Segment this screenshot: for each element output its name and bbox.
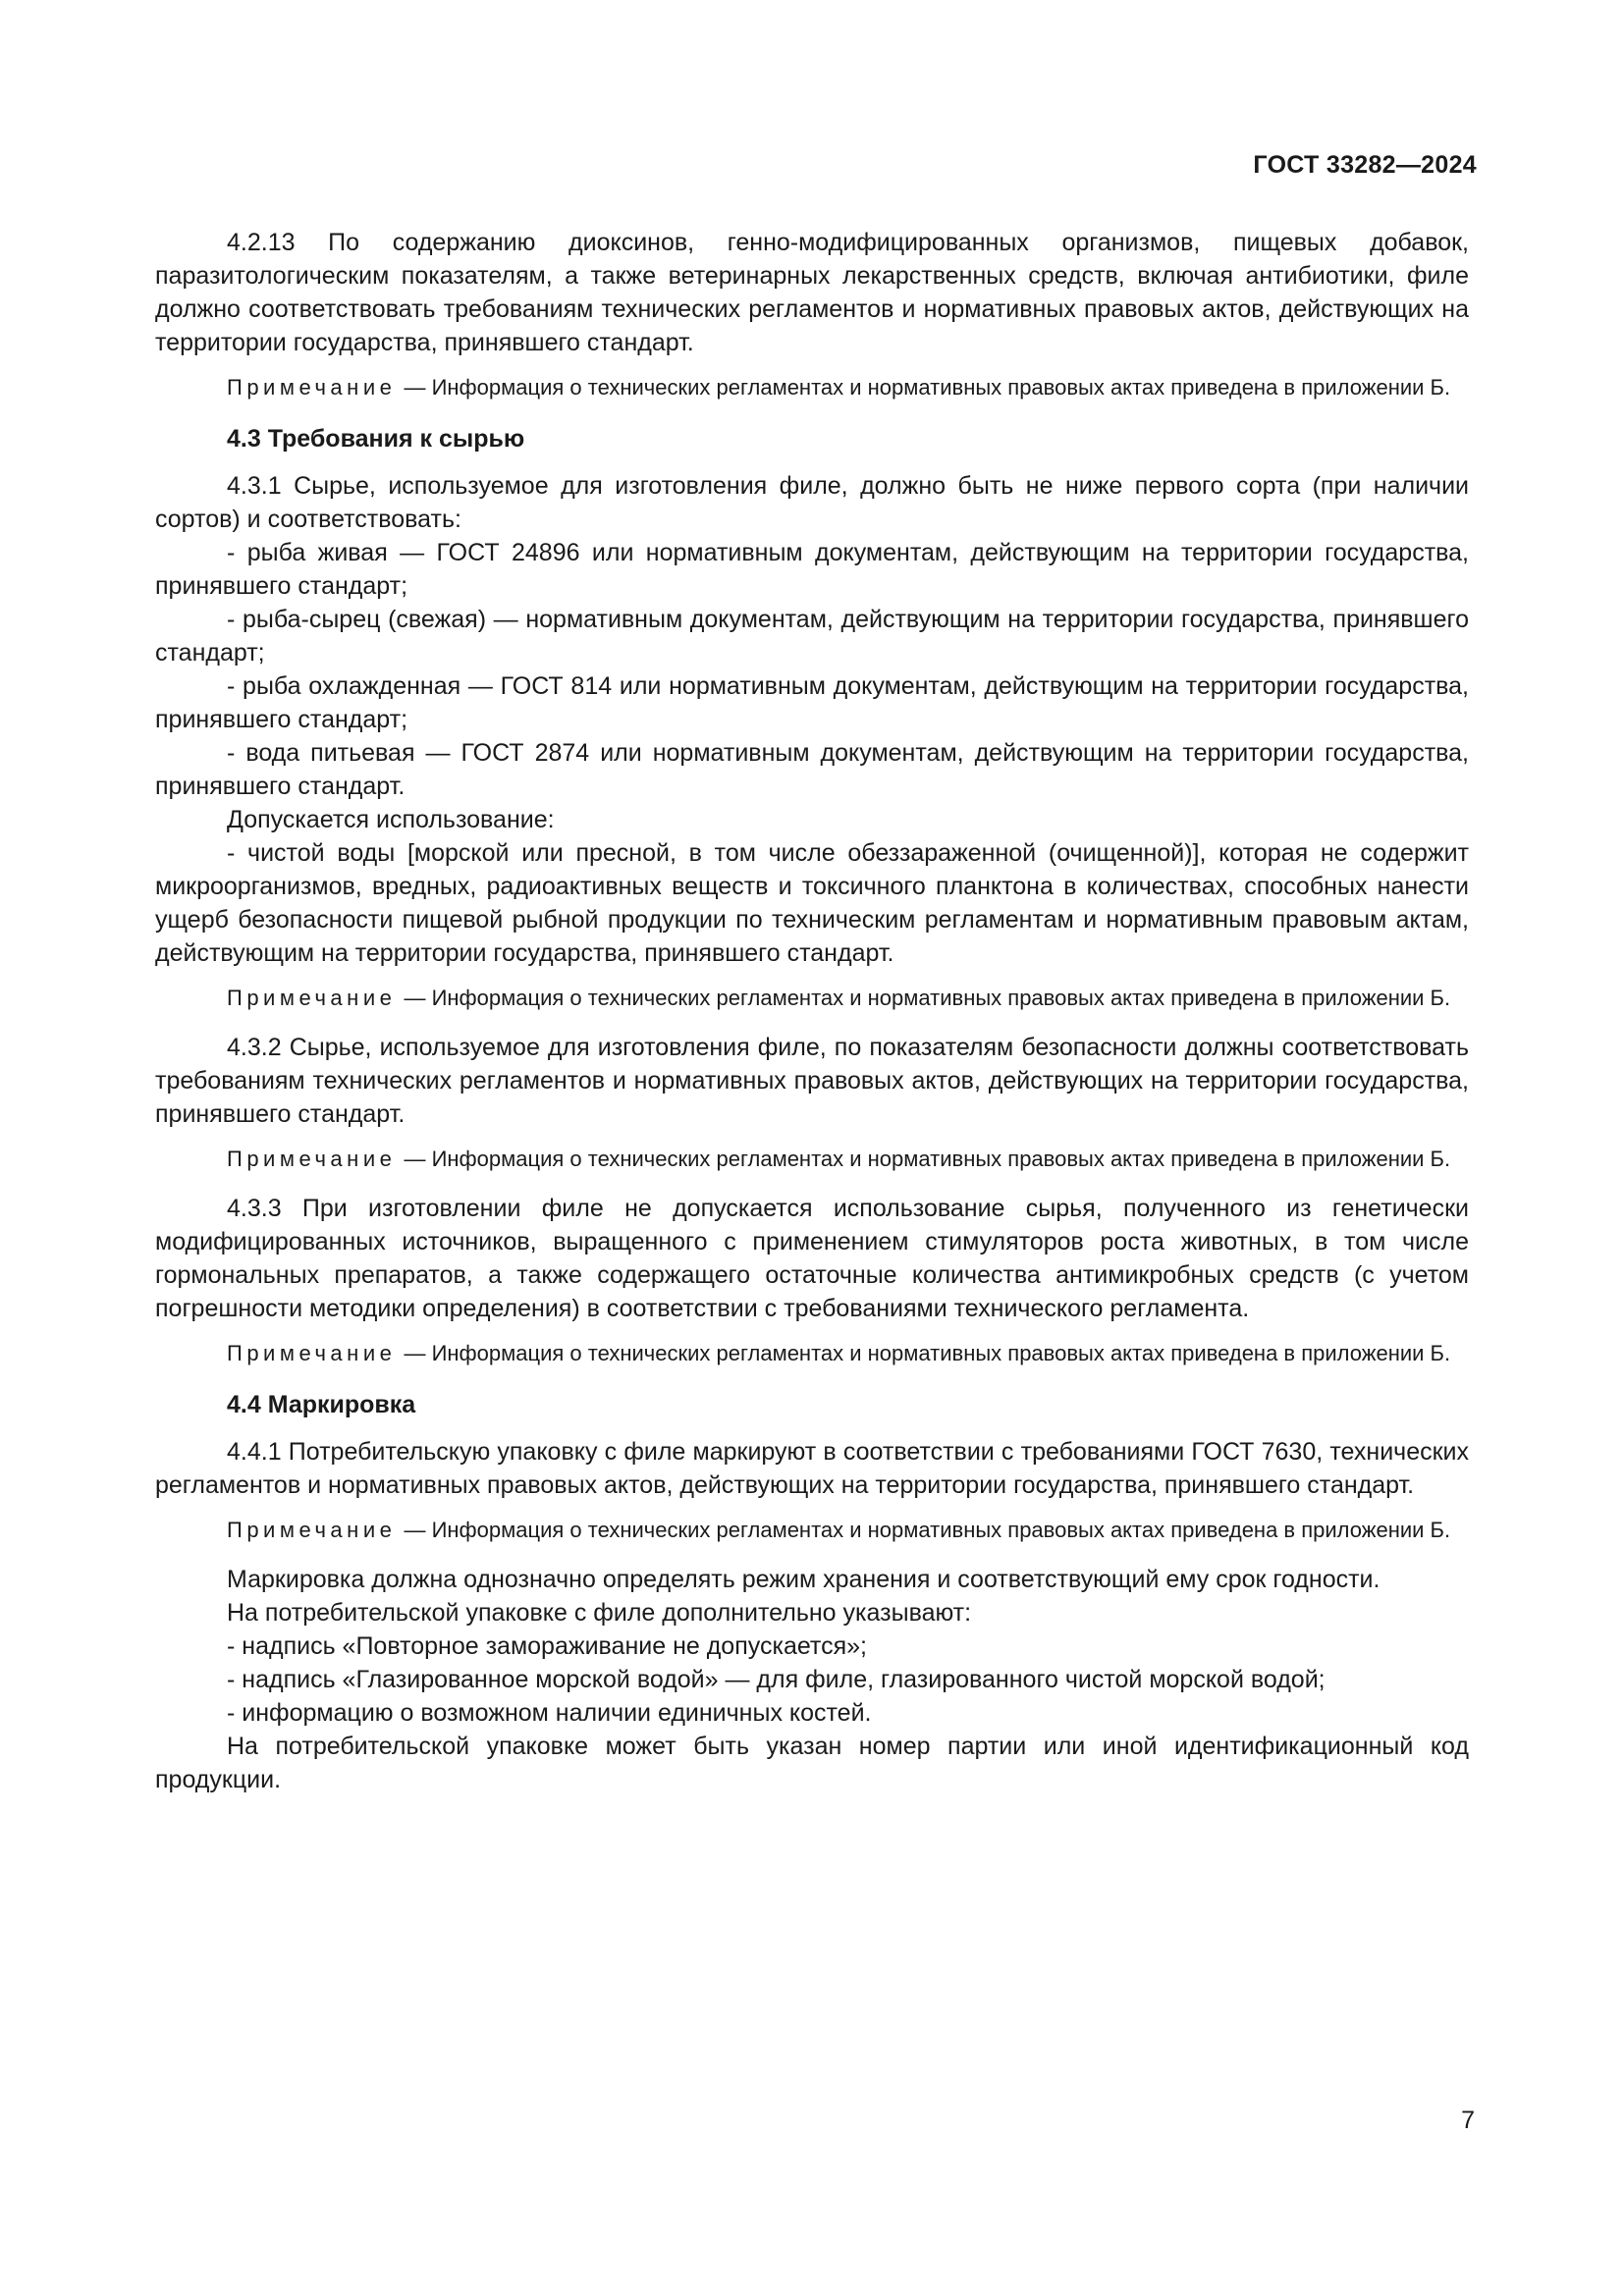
- list-item: - чистой воды [морской или пресной, в том числе обеззараженной (очищенной)], которая не содержит микроорганизмов, вредных, радиоактивных веществ и токсичного планктона в количествах, способных нанести ущерб безопасности пищевой рыбной продукции по техническим регламентам и нормативным правовым актам, действующим на территории государства, принявшего стандарт.: [155, 839, 1469, 967]
- standard-code-header: ГОСТ 33282—2024: [1253, 151, 1477, 179]
- page-number: 7: [1461, 2107, 1475, 2134]
- note-label: Примечание: [227, 375, 397, 400]
- note-1: [155, 373, 1469, 402]
- note-4: [155, 1339, 1469, 1368]
- list-item: - надпись «Глазированное морской водой» — для филе, глазированного чистой морской водой;: [227, 1666, 1326, 1693]
- note-text: — Информация о технических регламентах и нормативных правовых актах приведена в приложении Б.: [404, 1341, 1451, 1365]
- paragraph-4-3-2: 4.3.2 Сырье, используемое для изготовления филе, по показателям безопасности должны соответствовать требованиям технических регламентов и нормативных правовых актов, действующих на территории государства, принявшего стандарт.: [155, 1034, 1469, 1128]
- list-item: - вода питьевая — ГОСТ 2874 или нормативным документам, действующим на территории государства, принявшего стандарт.: [155, 739, 1469, 800]
- note-5: [155, 1516, 1469, 1545]
- list-item: - рыба живая — ГОСТ 24896 или нормативным документам, действующим на территории государства, принявшего стандарт;: [155, 539, 1469, 600]
- marking-paragraph-1: Маркировка должна однозначно определять режим хранения и соответствующий ему срок годности.: [227, 1566, 1380, 1593]
- note-text: — Информация о технических регламентах и нормативных правовых актах приведена в приложении Б.: [404, 1147, 1451, 1171]
- heading-4-3: 4.3 Требования к сырью: [227, 425, 525, 453]
- note-text: — Информация о технических регламентах и нормативных правовых актах приведена в приложении Б.: [404, 375, 1451, 400]
- list-item: - рыба охлажденная — ГОСТ 814 или нормативным документам, действующим на территории государства, принявшего стандарт;: [155, 672, 1469, 733]
- note-label: Примечание: [227, 986, 397, 1010]
- allowed-usage-label: Допускается использование:: [227, 806, 555, 833]
- page-content: [155, 226, 1469, 1796]
- note-text: — Информация о технических регламентах и нормативных правовых актах приведена в приложении Б.: [404, 1518, 1451, 1542]
- note-2: [155, 984, 1469, 1013]
- list-item: - рыба-сырец (свежая) — нормативным документам, действующим на территории государства, принявшего стандарт;: [155, 606, 1469, 667]
- note-label: Примечание: [227, 1147, 397, 1171]
- note-label: Примечание: [227, 1341, 397, 1365]
- paragraph-4-4-1: 4.4.1 Потребительскую упаковку с филе маркируют в соответствии с требованиями ГОСТ 7630, технических регламентов и нормативных правовых актов, действующих на территории государства, принявшего стандарт.: [155, 1438, 1469, 1499]
- marking-paragraph-2: На потребительской упаковке с филе дополнительно указывают:: [227, 1599, 972, 1627]
- note-text: — Информация о технических регламентах и нормативных правовых актах приведена в приложении Б.: [404, 986, 1451, 1010]
- paragraph-4-3-3: 4.3.3 При изготовлении филе не допускается использование сырья, полученного из генетически модифицированных источников, выращенного с применением стимуляторов роста животных, в том числе гормональных препаратов, а также содержащего остаточные количества антимикробных средств (с учетом погрешности методики определения) в соответствии с требованиями технического регламента.: [155, 1195, 1469, 1322]
- paragraph-4-2-13: 4.2.13 По содержанию диоксинов, генно-модифицированных организмов, пищевых добавок, паразитологическим показателям, а также ветеринарных лекарственных средств, включая антибиотики, филе должно соответствовать требованиям технических регламентов и нормативных правовых актов, действующих на территории государства, принявшего стандарт.: [155, 229, 1469, 356]
- list-item: - информацию о возможном наличии единичных костей.: [227, 1699, 872, 1727]
- list-item: - надпись «Повторное замораживание не допускается»;: [227, 1632, 867, 1660]
- note-3: [155, 1145, 1469, 1174]
- note-label: Примечание: [227, 1518, 397, 1542]
- heading-4-4: 4.4 Маркировка: [227, 1391, 416, 1418]
- paragraph-4-3-1-intro: 4.3.1 Сырье, используемое для изготовления филе, должно быть не ниже первого сорта (при наличии сортов) и соответствовать:: [155, 472, 1469, 533]
- marking-paragraph-3: На потребительской упаковке может быть указан номер партии или иной идентификационный код продукции.: [155, 1733, 1469, 1793]
